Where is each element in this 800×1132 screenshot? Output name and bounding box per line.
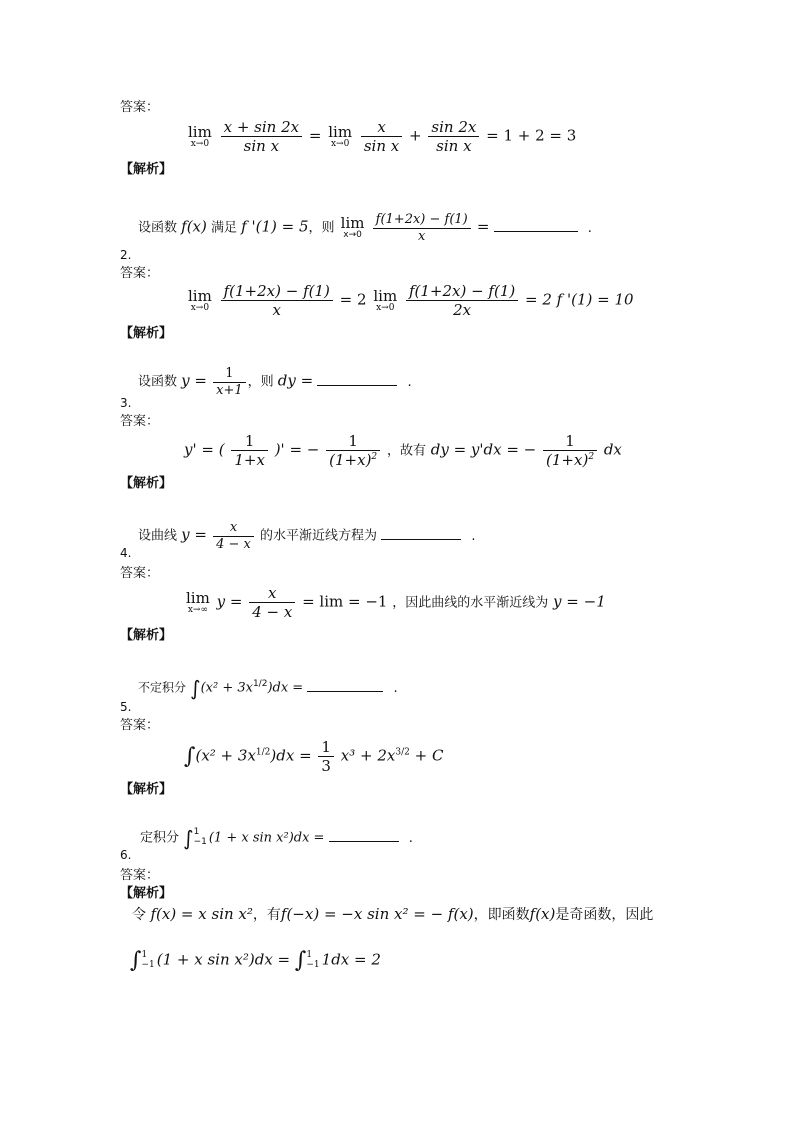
analysis-label: 【解析】: [120, 886, 173, 901]
q6-number: 6.: [120, 848, 132, 862]
answer-label: 答案：: [120, 414, 160, 429]
q2-number: 2.: [120, 248, 132, 262]
answer-label: 答案：: [120, 868, 160, 883]
q5-blank: [307, 691, 383, 692]
q4-question: 设曲线 y = $\frac{x}{4 - x}$ 的水平渐近线方程为 .: [138, 520, 476, 552]
q3-blank: [317, 385, 397, 386]
analysis-label: 【解析】: [120, 326, 173, 341]
q2-answer-formula: lim x→0 $\frac{f(1+2x) - f(1)}{x}$ = 2 lim x→0 $\frac{f(1+2x) - f(1)}{2x}$ = 2 f '(1) = 10: [188, 282, 634, 319]
q4-blank: [381, 539, 461, 540]
answer-label: 答案：: [120, 718, 160, 733]
q6-question: 定积分 ∫ 1 −1 (1 + x sin x²)dx = .: [140, 826, 413, 850]
q6-analysis-formula: ∫ 1 −1 (1 + x sin x²)dx = ∫ 1 −1 1dx = 2: [130, 948, 381, 973]
q5-number: 5.: [120, 700, 132, 714]
answer-label: 答案：: [120, 566, 160, 581]
analysis-label: 【解析】: [120, 782, 173, 797]
q2-blank: [494, 231, 578, 232]
answer-label: 答案：: [120, 266, 160, 281]
q5-question: 不定积分 $\int(x^2 + 3x^{1/2})dx$ = .: [138, 676, 398, 700]
analysis-label: 【解析】: [120, 476, 173, 491]
q2-question: 设函数 f(x) 满足 f '(1) = 5，则 lim x→0 $\frac{f(1+2x) - f(1)}{x}$ = .: [138, 212, 592, 244]
analysis-label: 【解析】: [120, 162, 173, 177]
q3-number: 3.: [120, 396, 132, 410]
answer-label: 答案：: [120, 100, 160, 115]
q3-question: 设函数 y = $\frac{1}{x+1}$ ，则 dy = .: [138, 366, 412, 398]
q6-analysis-line: 令 f(x) = x sin x²，有f(−x) = −x sin x² = − f(x)，即函数f(x)是奇函数，因此: [132, 905, 654, 923]
q4-answer-formula: lim x→∞ y = $\frac{x}{4 - x}$ = lim = −1 ，因此曲线的水平渐近线为 y = −1: [186, 584, 606, 621]
q1-answer-formula: lim x→0 $\frac{x + \sin 2x}{\text{sin x}}$ = lim x→0 $\frac{x}{\text{sin x}}$ + $\frac{\sin 2x}{\text{sin x}}$ = 1 + 2 = 3: [188, 118, 577, 155]
analysis-label: 【解析】: [120, 628, 173, 643]
q5-answer-formula: $\int(x^2 + 3x^{1/2})dx$ = $\frac{1}{3}$ $x^3 + 2x^{3/2} + C$: [184, 738, 444, 775]
q6-blank: [329, 841, 399, 842]
q3-answer-formula: y' = ( $\frac{1}{1+x}$ )' = − $\frac{1}{(1+x)^2}$ ，故有 dy = y'dx = − $\frac{1}{(1+x)^2}$ dx: [184, 432, 622, 469]
q4-number: 4.: [120, 546, 132, 560]
